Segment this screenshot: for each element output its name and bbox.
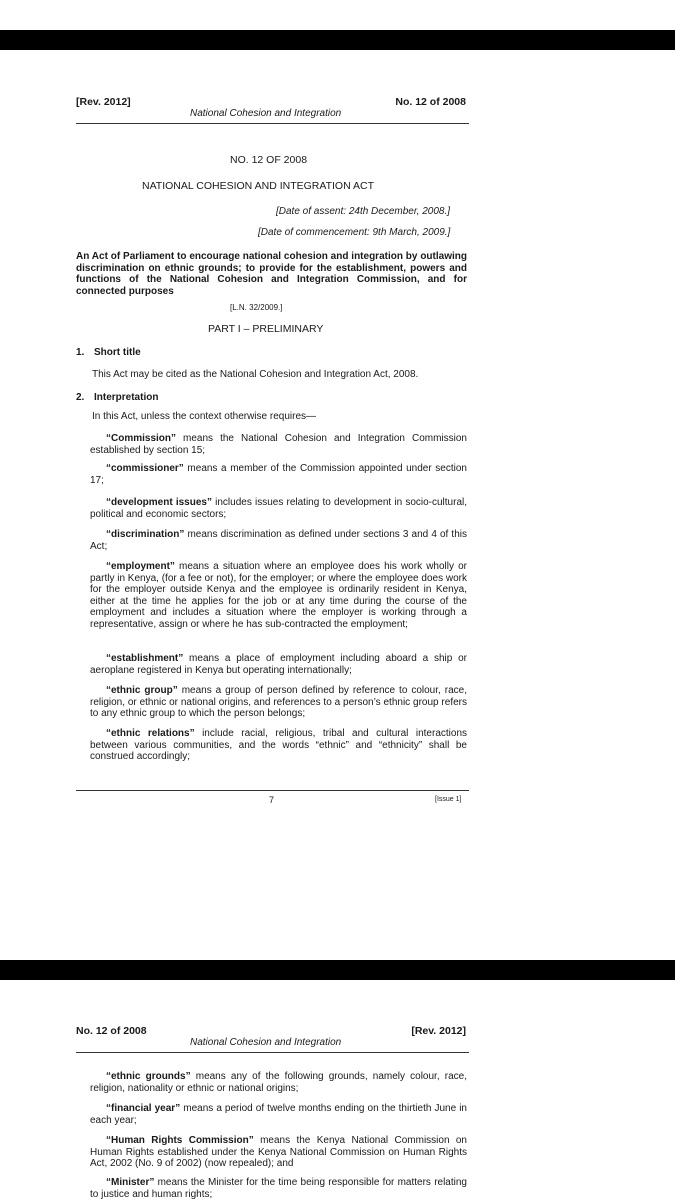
definition-term: “establishment” bbox=[106, 653, 184, 664]
definition-ethnic-relations bbox=[90, 728, 467, 763]
definition-term: “ethnic relations” bbox=[106, 728, 195, 739]
definition-text: means any of the following grounds, namely colour, race, religion, nationality or ethnic or national origins; bbox=[90, 1071, 467, 1094]
header-center: National Cohesion and Integration bbox=[190, 108, 342, 119]
definition-ethnic-group bbox=[90, 685, 467, 720]
definition-minister bbox=[90, 1177, 467, 1200]
definition-term: “discrimination” bbox=[106, 529, 185, 540]
header-right: No. 12 of 2008 bbox=[395, 96, 466, 108]
section-1-title: Short title bbox=[94, 347, 141, 358]
part-heading: PART I – PRELIMINARY bbox=[208, 323, 324, 335]
definition-term: “ethnic group” bbox=[106, 685, 178, 696]
header-left: [Rev. 2012] bbox=[76, 96, 131, 108]
scan-border-top bbox=[0, 30, 675, 50]
footer-rule bbox=[76, 790, 469, 791]
definition-development-issues bbox=[90, 497, 467, 520]
long-title: An Act of Parliament to encourage national cohesion and integration by outlawing discrimination on ethnic grounds; to provide for the establishment, powers and functions of the National Cohesion and Integration Commission, and for connected purposes bbox=[76, 251, 467, 297]
section-2-intro: In this Act, unless the context otherwise requires— bbox=[92, 411, 316, 422]
date-of-assent: [Date of assent: 24th December, 2008.] bbox=[276, 206, 450, 217]
definition-text: means discrimination as defined under sections 3 and 4 of this Act; bbox=[90, 529, 467, 552]
definition-establishment bbox=[90, 653, 467, 676]
definition-text: means a place of employment including aboard a ship or aeroplane registered in Kenya but operating internationally; bbox=[90, 653, 467, 676]
definition-ethnic-grounds bbox=[90, 1071, 467, 1094]
definition-term: “commissioner” bbox=[106, 463, 184, 474]
definition-employment bbox=[90, 561, 467, 630]
definition-term: “Minister” bbox=[106, 1177, 155, 1188]
definition-term: “employment” bbox=[106, 561, 175, 572]
act-title: NATIONAL COHESION AND INTEGRATION ACT bbox=[142, 180, 374, 192]
document-page-1 bbox=[12, 50, 661, 960]
definition-text: means a period of twelve months ending on the thirtieth June in each year; bbox=[90, 1103, 467, 1126]
scan-border-middle bbox=[0, 960, 675, 980]
definition-commissioner bbox=[90, 463, 467, 486]
definition-term: “Human Rights Commission” bbox=[106, 1135, 254, 1146]
header-rule bbox=[76, 123, 469, 124]
definition-discrimination bbox=[90, 529, 467, 552]
definition-text: means the Kenya National Commission on Human Rights established under the Kenya National Commission on Human Rights Act, 2002 (No. 9 of 2002) (now repealed); and bbox=[90, 1135, 467, 1169]
issue-label: [Issue 1] bbox=[435, 796, 462, 803]
act-number: NO. 12 OF 2008 bbox=[230, 154, 308, 166]
definition-human-rights-commission bbox=[90, 1135, 467, 1170]
definition-term: “Commission” bbox=[106, 433, 177, 444]
definition-text: means a group of person defined by reference to colour, race, religion, or ethnic or national origins, and references to a person’s ethnic group refers to any ethnic group to which the person belongs; bbox=[90, 685, 467, 719]
definition-text: means the Minister for the time being responsible for matters relating to justice and human rights; bbox=[90, 1177, 467, 1200]
section-1-number: 1. bbox=[76, 347, 85, 358]
page-number: 7 bbox=[269, 795, 275, 805]
header-rule bbox=[76, 1052, 469, 1053]
definition-term: “development issues” bbox=[106, 497, 212, 508]
section-1-text: This Act may be cited as the National Cohesion and Integration Act, 2008. bbox=[92, 369, 419, 380]
legal-notice: [L.N. 32/2009.] bbox=[230, 303, 283, 312]
header-left: No. 12 of 2008 bbox=[76, 1025, 147, 1037]
section-2-title: Interpretation bbox=[94, 392, 159, 403]
definition-text: means the National Cohesion and Integration Commission established by section 15; bbox=[90, 433, 467, 456]
definition-term: “financial year” bbox=[106, 1103, 181, 1114]
definition-term: “ethnic grounds” bbox=[106, 1071, 191, 1082]
definition-text: include racial, religious, tribal and cultural interactions between various communities, and the words “ethnic” and “ethnicity” shall be construed accordingly; bbox=[90, 728, 468, 762]
date-of-commencement: [Date of commencement: 9th March, 2009.] bbox=[258, 227, 451, 238]
definition-commission bbox=[90, 433, 467, 456]
definition-text: means a member of the Commission appointed under section 17; bbox=[90, 463, 467, 486]
definition-text: means a situation where an employee does his work wholly or partly in Kenya, (for a fee or not), for the employer; or where the employee does work for the employer outside Kenya and the employee is ordinarily resident in Kenya, either at the time he applies for the job or at any time during the course of the employment and includes a situation where the employer is working through a representative, assign or where he has sub-contracted the employment; bbox=[90, 561, 467, 630]
section-2-number: 2. bbox=[76, 392, 85, 403]
definition-text: includes issues relating to development in socio-cultural, political and economic sectors; bbox=[90, 497, 468, 520]
definition-financial-year bbox=[90, 1103, 467, 1126]
header-center: National Cohesion and Integration bbox=[190, 1037, 342, 1048]
header-right: [Rev. 2012] bbox=[411, 1025, 466, 1037]
document-page-2 bbox=[12, 980, 661, 1200]
